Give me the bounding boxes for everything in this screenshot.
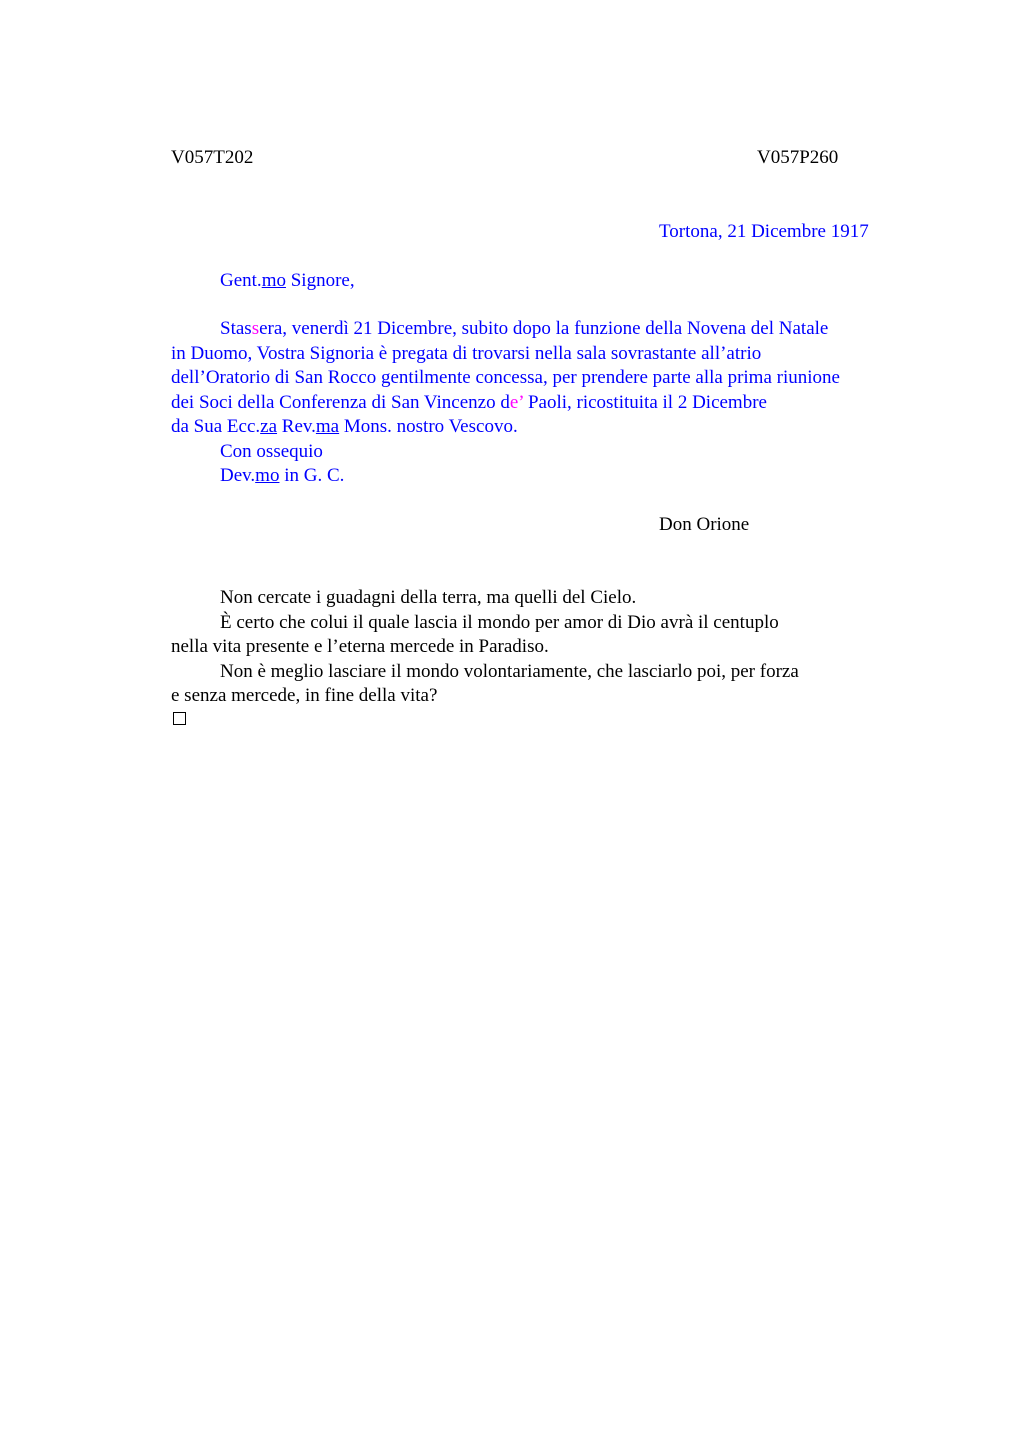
- salutation: [220, 269, 355, 293]
- body-line-1-start: Stas: [220, 318, 252, 339]
- abbrev-reverendissima: ma: [315, 416, 340, 437]
- maxim-line-1: Non cercate i guadagni della terra, ma quelli del Cielo.: [220, 587, 637, 608]
- devoted-abbrev: mo: [255, 465, 280, 486]
- document-code-left: V057T202: [171, 147, 254, 168]
- body-line-1-end: era, venerdì 21 Dicembre, subito dopo la funzione della Novena del Natale: [259, 318, 829, 339]
- body-line-5-b: Rev.: [277, 416, 316, 437]
- maxim-line-5: e senza mercede, in fine della vita?: [171, 685, 438, 706]
- body-line-1: [220, 317, 828, 341]
- salutation-prefix: Gent.: [220, 270, 262, 291]
- highlight-mark: e’: [509, 392, 524, 413]
- devoted-suffix: in G. C.: [279, 465, 345, 486]
- closing: Con ossequio: [220, 441, 323, 462]
- body-line-5-a: da Sua Ecc.: [171, 416, 261, 437]
- place-date: Tortona, 21 Dicembre 1917: [659, 221, 869, 242]
- salutation-abbrev: mo: [261, 270, 286, 291]
- body-line-5: [171, 415, 518, 439]
- maxim-line-2: È certo che colui il quale lascia il mondo per amor di Dio avrà il centuplo: [220, 612, 779, 633]
- body-line-2: in Duomo, Vostra Signoria è pregata di trovarsi nella sala sovrastante all’atrio: [171, 343, 762, 364]
- salutation-suffix: Signore,: [285, 270, 355, 291]
- body-line-4: [171, 391, 767, 415]
- empty-square-icon: [173, 712, 186, 725]
- body-line-3: dell’Oratorio di San Rocco gentilmente concessa, per prendere parte alla prima riunione: [171, 367, 840, 388]
- highlight-mark: s: [251, 318, 260, 339]
- devoted-line: [220, 464, 344, 488]
- abbrev-eccellenza: za: [260, 416, 278, 437]
- devoted-prefix: Dev.: [220, 465, 256, 486]
- maxim-line-3: nella vita presente e l’eterna mercede in Paradiso.: [171, 636, 549, 657]
- maxim-line-4: Non è meglio lasciare il mondo volontariamente, che lasciarlo poi, per forza: [220, 661, 799, 682]
- body-line-4-end: Paoli, ricostituita il 2 Dicembre: [523, 392, 767, 413]
- document-code-right: V057P260: [757, 147, 839, 168]
- body-line-5-c: Mons. nostro Vescovo.: [339, 416, 518, 437]
- body-line-4-start: dei Soci della Conferenza di San Vincenzo d: [171, 392, 510, 413]
- signature: Don Orione: [659, 514, 750, 535]
